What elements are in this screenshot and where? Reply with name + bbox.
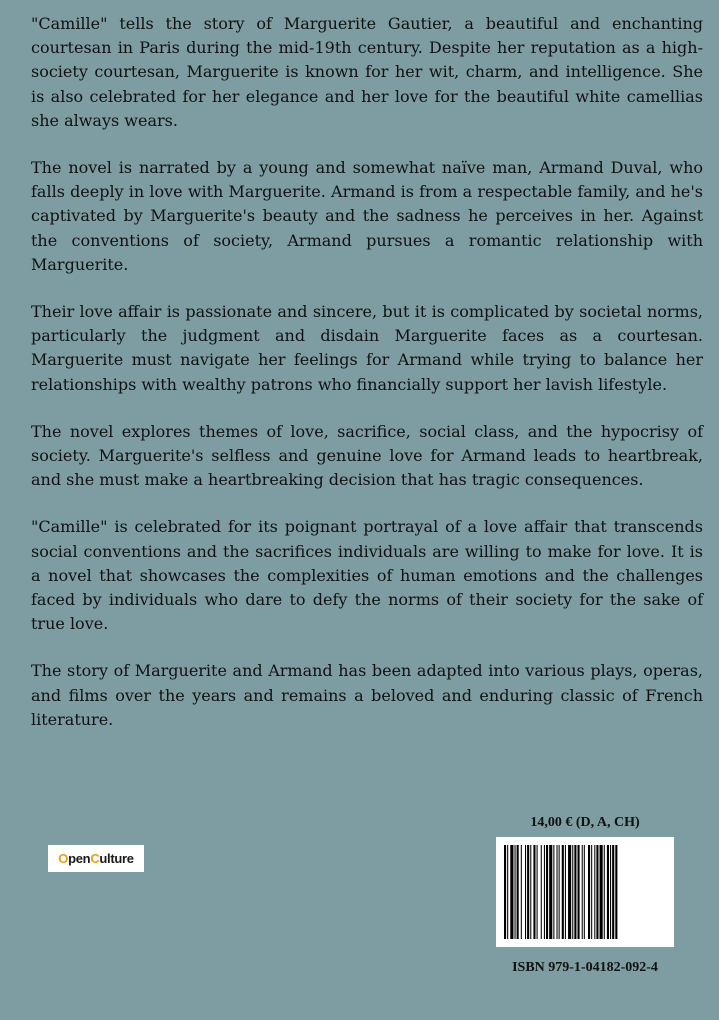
barcode-bar <box>600 845 603 939</box>
barcode-bar <box>510 845 513 939</box>
blurb-paragraph: The story of Marguerite and Armand has been adapted into various plays, operas, and films over the years and remains a beloved and enduring classic of French literature. <box>31 661 703 729</box>
barcode-bar <box>584 845 585 939</box>
openculture-logo <box>48 845 144 872</box>
isbn-label: ISBN 979-1-04182-092-4 <box>512 960 658 975</box>
barcode-bar <box>537 845 538 939</box>
barcode-bar <box>530 845 531 939</box>
barcode-bar <box>562 845 564 939</box>
barcode-bar <box>521 845 522 939</box>
barcode-bar <box>572 845 573 939</box>
logo-letter-o: O <box>58 851 69 866</box>
barcode-bar <box>594 845 595 939</box>
blurb-paragraph: "Camille" is celebrated for its poignant portrayal of a love affair that transcends social conventions and the sacrifices individuals are willing to make for love. It is a novel that showcases the complexities of human emotions and the challenges faced by individuals who dare to defy the norms of their society for the sake of true love. <box>31 517 703 634</box>
barcode-bar <box>615 845 617 939</box>
barcode-bar <box>507 845 508 939</box>
barcode-bar <box>574 845 576 939</box>
barcode-bar <box>588 845 590 939</box>
logo-letter-c: C <box>90 851 100 866</box>
barcode-bar <box>546 845 548 939</box>
barcode-bar <box>549 845 552 939</box>
barcode-bar <box>527 845 529 939</box>
blurb-paragraph: "Camille" tells the story of Marguerite Gautier, a beautiful and enchanting courtesan in Paris during the mid-19th century. Despite her reputation as a high-society courtesan, Marguerite is known for her wit, charm, and intelligence. She is also celebrated for her elegance and her love for the beautiful white camellias she always wears. <box>31 14 703 130</box>
barcode-bar <box>559 845 560 939</box>
barcode-bar <box>591 845 592 939</box>
price-label: 14,00 € (D, A, CH) <box>530 815 640 830</box>
back-cover-blurb <box>31 12 703 755</box>
barcode-bar <box>610 845 611 939</box>
barcode <box>496 837 674 947</box>
barcode-bar <box>578 845 580 939</box>
barcode-icon <box>504 845 666 939</box>
barcode-bar <box>612 845 614 939</box>
barcode-bar <box>607 845 609 939</box>
barcode-bar <box>515 845 516 939</box>
barcode-bar <box>517 845 519 939</box>
barcode-bar <box>604 845 605 939</box>
barcode-bar <box>568 845 571 939</box>
barcode-bar <box>553 845 554 939</box>
barcode-bar <box>541 845 542 939</box>
blurb-paragraph: Their love affair is passionate and sincere, but it is complicated by societal norms, particularly the judgment and disdain Marguerite faces as a courtesan. Marguerite must navigate her feelings for Armand while trying to balance her relationships with wealthy patrons who financially support her lavish lifestyle. <box>31 302 703 394</box>
barcode-bar <box>557 845 558 939</box>
barcode-bar <box>596 845 598 939</box>
blurb-paragraph: The novel explores themes of love, sacrifice, social class, and the hypocrisy of society. Marguerite's selfless and genuine love for Armand leads to heartbreak, and she must make a heartbreaking decision that has tragic consequences. <box>31 421 703 490</box>
barcode-bar <box>504 845 506 939</box>
barcode-bar <box>582 845 583 939</box>
barcode-bar <box>544 845 545 939</box>
logo-text-ulture: ulture <box>99 851 134 866</box>
barcode-bar <box>565 845 566 939</box>
barcode-bar <box>525 845 526 939</box>
barcode-bar <box>533 845 535 939</box>
blurb-paragraph: The novel is narrated by a young and somewhat naïve man, Armand Duval, who falls deeply in love with Marguerite. Armand is from a respectable family, and he's captivated by Marguerite's beauty and the sadness he perceives in her. Against the conventions of society, Armand pursues a romantic relationship with Marguerite. <box>31 158 703 274</box>
logo-text-pen: pen <box>68 851 91 866</box>
